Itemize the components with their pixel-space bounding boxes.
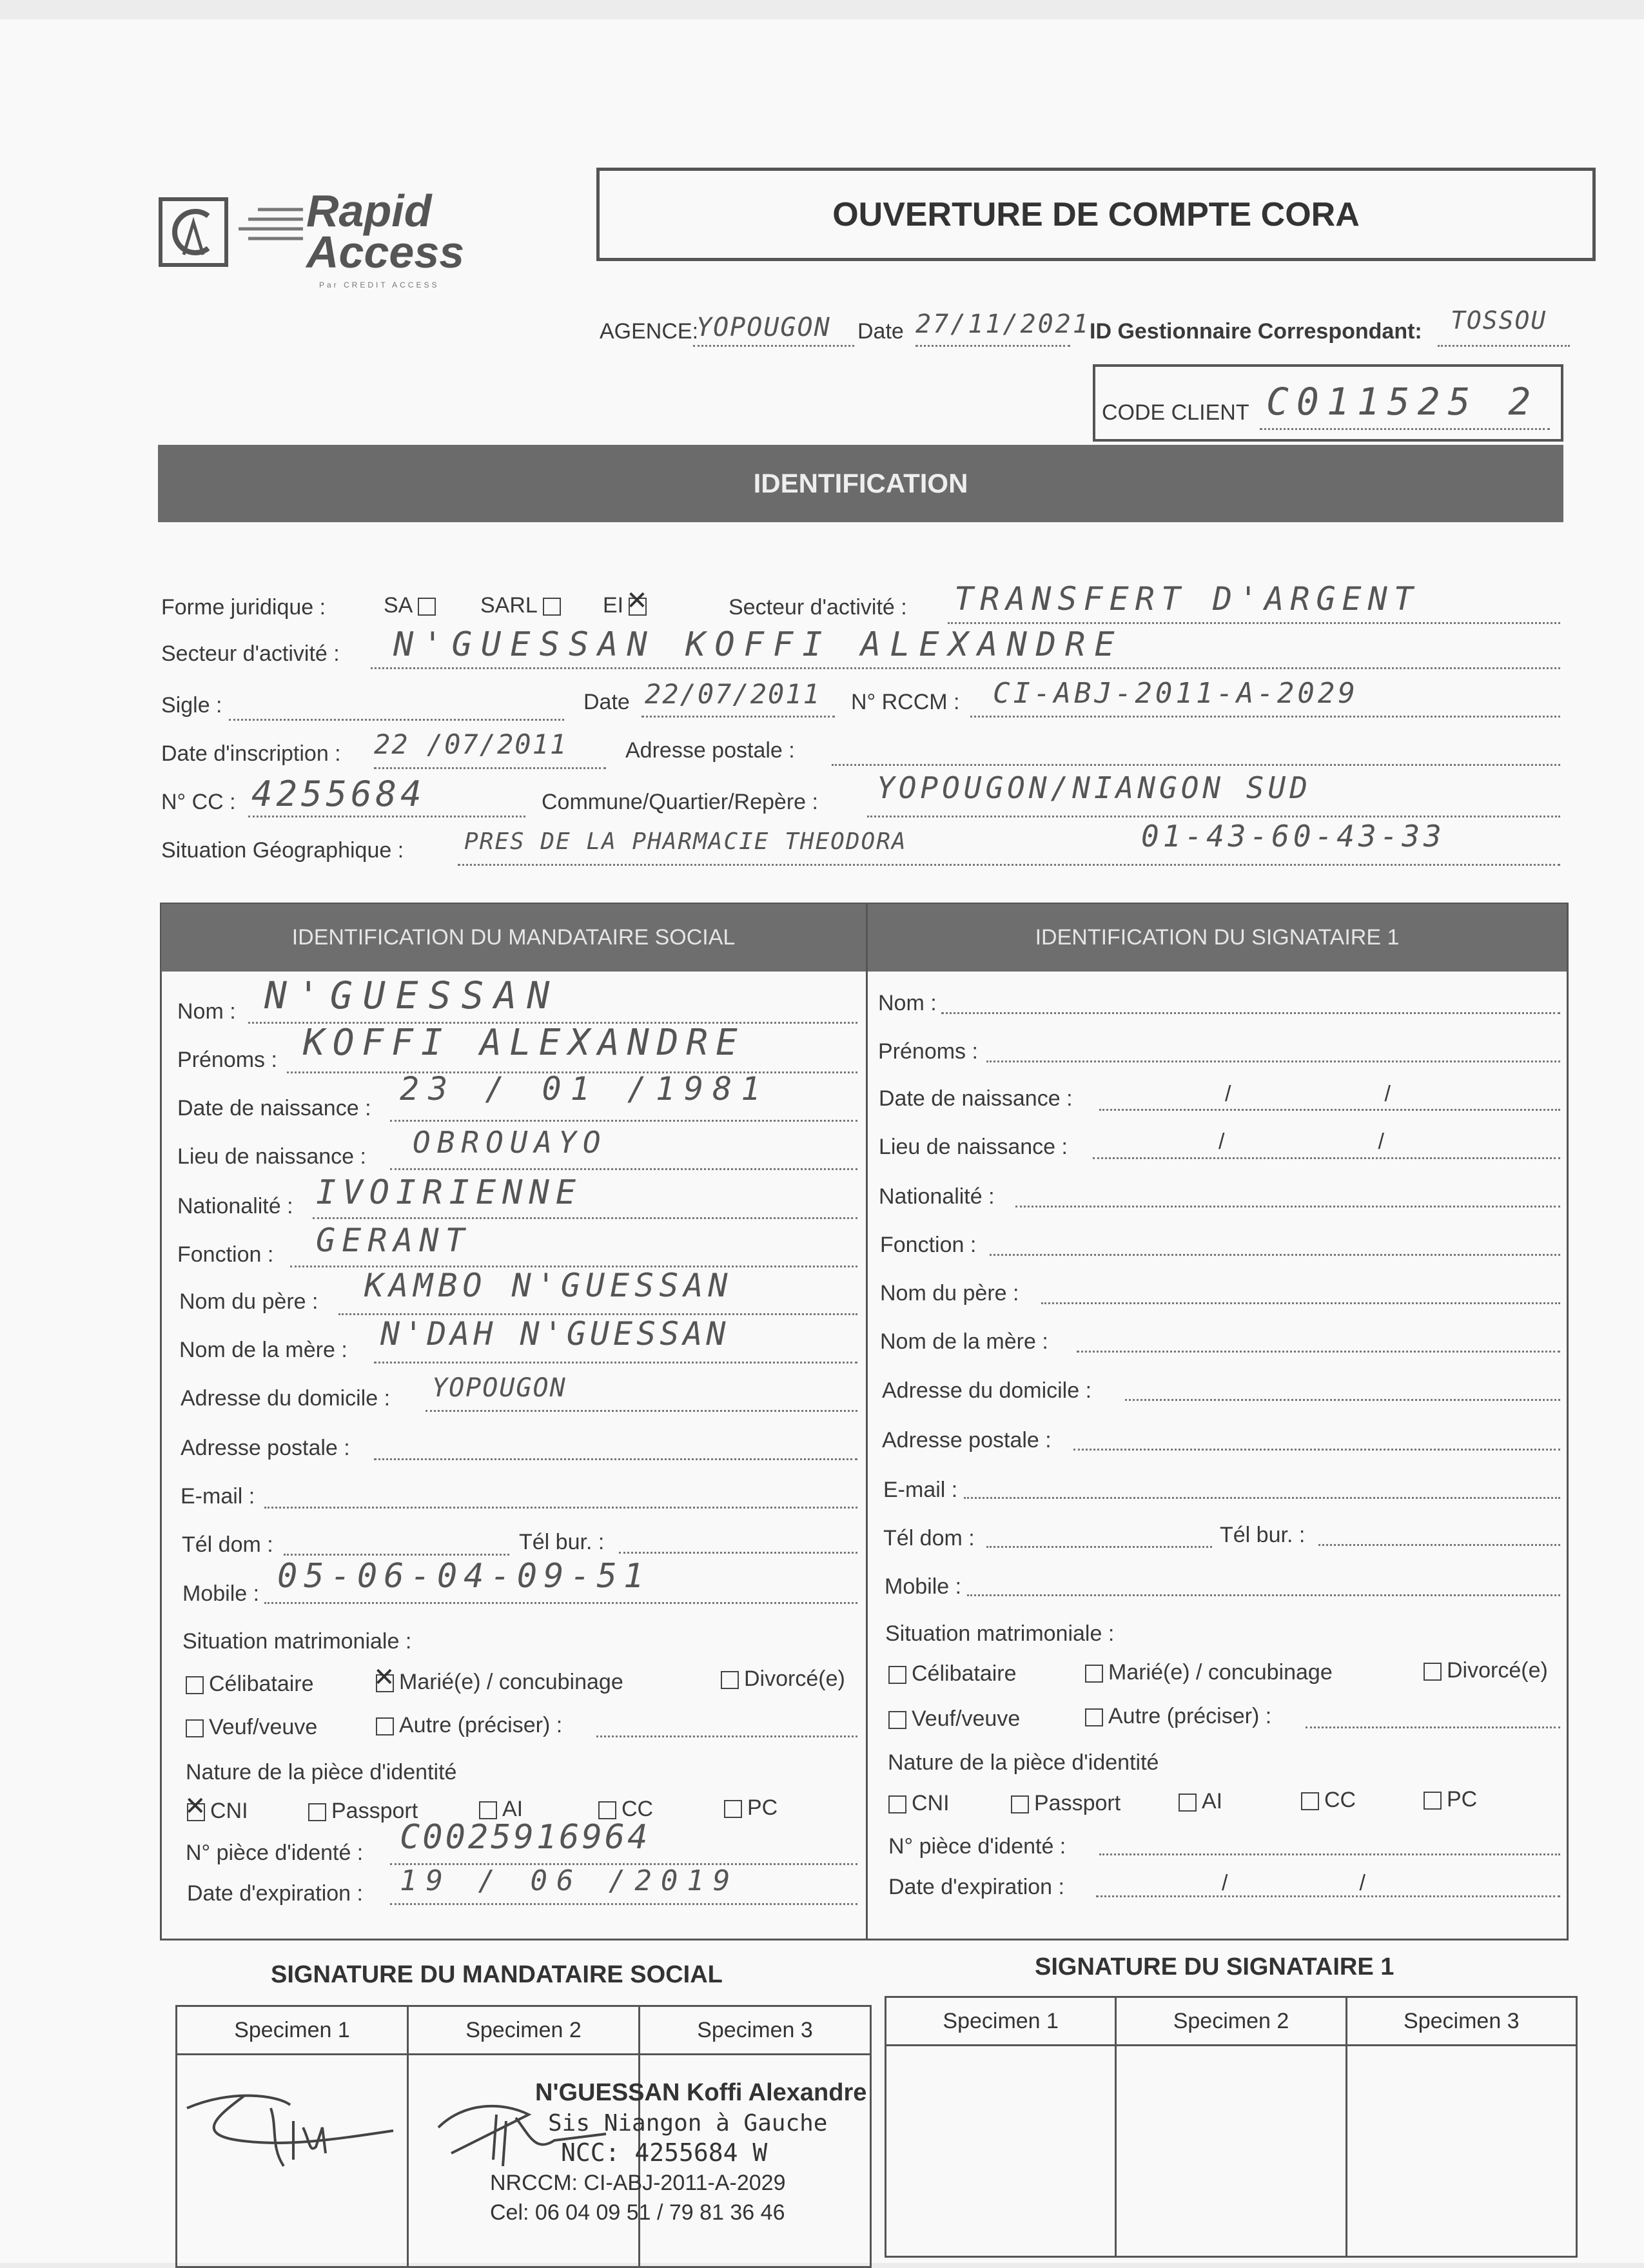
situation-phone: 01-43-60-43-33 (1141, 819, 1445, 854)
m-cni: ✕CNI (182, 1799, 248, 1824)
secteur1-value: TRANSFERT D'ARGENT (954, 580, 1420, 618)
stamp-line1: N'GUESSAN Koffi Alexandre (535, 2079, 867, 2106)
m-cc-checkbox[interactable] (598, 1801, 616, 1819)
ei-checkbox[interactable] (629, 598, 647, 616)
s-specimen1-header: Specimen 1 (886, 1997, 1116, 2046)
s-lieu-label: Lieu de naissance : (879, 1135, 1068, 1159)
s-celibataire-checkbox[interactable] (888, 1666, 906, 1684)
s-celibataire: Célibataire (883, 1661, 1017, 1686)
s-autre-checkbox[interactable] (1085, 1708, 1103, 1726)
s-nom-label: Nom : (878, 991, 937, 1015)
rccm-value: CI-ABJ-2011-A-2029 (993, 677, 1358, 710)
m-specimen2-header: Specimen 2 (408, 2006, 640, 2055)
s-divorce: Divorcé(e) (1418, 1658, 1548, 1683)
mandataire-heading: IDENTIFICATION DU MANDATAIRE SOCIAL (161, 904, 866, 972)
m-prenoms-label: Prénoms : (177, 1048, 277, 1072)
opt-sarl: SARL (480, 593, 566, 618)
s-veuf-checkbox[interactable] (888, 1711, 906, 1729)
s-veuf: Veuf/veuve (883, 1706, 1020, 1732)
m-pere-value: KAMBO N'GUESSAN (364, 1267, 733, 1304)
title-box (596, 168, 1596, 261)
m-mere-value: N'DAH N'GUESSAN (380, 1315, 730, 1353)
s-pc-checkbox[interactable] (1424, 1792, 1442, 1810)
m-lieu-value: OBROUAYO (413, 1125, 607, 1160)
m-nom-label: Nom : (177, 999, 236, 1024)
m-marie-checkbox[interactable] (376, 1674, 394, 1692)
commune-value: YOPOUGON/NIANGON SUD (877, 770, 1311, 805)
m-celibataire: Célibataire (181, 1672, 314, 1697)
gestionnaire-label: ID Gestionnaire Correspondant: (1090, 319, 1422, 344)
m-nationalite-label: Nationalité : (177, 1194, 293, 1218)
s-naissance-slashes: / / (1225, 1082, 1391, 1106)
m-naissance-label: Date de naissance : (177, 1096, 371, 1120)
mandataire-signature-title: SIGNATURE DU MANDATAIRE SOCIAL (271, 1961, 723, 1988)
date-value: 27/11/2021 (915, 309, 1090, 339)
m-expiration-value: 19 / 06 /2019 (400, 1864, 739, 1897)
s-specimen2-box[interactable] (1116, 2046, 1346, 2257)
inscription-label: Date d'inscription : (161, 741, 341, 766)
m-piece-no-value: C0025916964 (400, 1818, 651, 1857)
situation-value: PRES DE LA PHARMACIE THEODORA (464, 828, 907, 855)
signataire-specimen-table (885, 1996, 1578, 2258)
page-title: OUVERTURE DE COMPTE CORA (832, 195, 1360, 233)
m-ai: AI (474, 1797, 523, 1822)
s-expiration-slashes: / / (1222, 1871, 1365, 1895)
ident-date-value: 22/07/2011 (645, 678, 821, 710)
cc-value: 4255684 (251, 774, 426, 814)
identification-bar: IDENTIFICATION (158, 445, 1563, 522)
s-piece-label: Nature de la pièce d'identité (888, 1750, 1159, 1775)
m-nom-value: N'GUESSAN (264, 973, 560, 1017)
m-mobile-value: 05-06-04-09-51 (277, 1557, 651, 1596)
m-telbur-label: Tél bur. : (519, 1530, 605, 1554)
m-mobile-label: Mobile : (182, 1581, 260, 1606)
s-cni-checkbox[interactable] (888, 1795, 906, 1813)
m-situation-label: Situation matrimoniale : (182, 1629, 412, 1654)
column-divider (866, 904, 868, 1939)
s-lieu-slashes: / / (1218, 1129, 1384, 1154)
opt-sa: SA (384, 593, 441, 618)
signataire-signature-title: SIGNATURE DU SIGNATAIRE 1 (1035, 1953, 1394, 1980)
cc-label: N° CC : (161, 790, 236, 814)
s-situation-label: Situation matrimoniale : (885, 1621, 1115, 1646)
company-stamp (451, 2073, 877, 2240)
logo-icon (158, 197, 229, 268)
m-specimen3-header: Specimen 3 (640, 2006, 871, 2055)
m-specimen1-header: Specimen 1 (177, 2006, 408, 2055)
m-veuf: Veuf/veuve (181, 1715, 317, 1740)
rccm-label: N° RCCM : (851, 690, 960, 714)
m-fonction-value: GERANT (316, 1222, 471, 1259)
logo-tagline: Par CREDIT ACCESS (319, 280, 440, 289)
ident-date-label: Date (583, 690, 630, 714)
s-marie-checkbox[interactable] (1085, 1665, 1103, 1683)
m-cc: CC (593, 1797, 653, 1822)
m-cni-checkbox[interactable] (187, 1803, 205, 1821)
s-naissance-label: Date de naissance : (879, 1086, 1073, 1111)
commune-label: Commune/Quartier/Repère : (542, 790, 818, 814)
m-passport: Passport (303, 1799, 418, 1824)
m-pc: PC (719, 1795, 778, 1821)
code-client-box (1093, 364, 1563, 442)
m-naissance-value: 23 / 01 /1981 (400, 1070, 770, 1108)
secteur2-value: N'GUESSAN KOFFI ALEXANDRE (393, 625, 1124, 664)
m-celibataire-checkbox[interactable] (186, 1676, 204, 1694)
s-mobile-label: Mobile : (885, 1574, 962, 1599)
m-autre: Autre (préciser) : (371, 1713, 562, 1738)
s-specimen1-box[interactable] (886, 2046, 1116, 2257)
s-marie: Marié(e) / concubinage (1080, 1660, 1333, 1685)
secteur2-label: Secteur d'activité : (161, 641, 340, 666)
m-domicile-label: Adresse du domicile : (181, 1386, 391, 1411)
sigle-label: Sigle : (161, 693, 222, 718)
signataire-heading: IDENTIFICATION DU SIGNATAIRE 1 (868, 904, 1567, 972)
s-postale-label: Adresse postale : (882, 1428, 1052, 1452)
m-mere-label: Nom de la mère : (179, 1338, 347, 1362)
m-expiration-label: Date d'expiration : (187, 1881, 363, 1906)
code-client-value: C011525 2 (1266, 380, 1539, 424)
m-autre-checkbox[interactable] (376, 1717, 394, 1735)
s-teldom-label: Tél dom : (883, 1526, 975, 1550)
s-telbur-label: Tél bur. : (1220, 1523, 1306, 1547)
m-ai-checkbox[interactable] (479, 1801, 497, 1819)
m-marie: ✕ Marié(e) / concubinage (371, 1670, 623, 1695)
logo-brand: Rapid Access (306, 186, 465, 277)
m-teldom-label: Tél dom : (182, 1532, 273, 1557)
situation-label: Situation Géographique : (161, 838, 404, 863)
s-pc: PC (1418, 1787, 1477, 1812)
s-nationalite-label: Nationalité : (879, 1184, 995, 1209)
agence-value: YOPOUGON (696, 313, 831, 342)
m-pere-label: Nom du père : (179, 1289, 318, 1314)
s-autre: Autre (préciser) : (1080, 1704, 1271, 1729)
s-cni: CNI (883, 1791, 950, 1816)
m-divorce-checkbox[interactable] (721, 1671, 739, 1689)
stamp-line4: NRCCM: CI-ABJ-2011-A-2029 (490, 2171, 786, 2195)
sarl-checkbox[interactable] (543, 598, 561, 616)
s-cc: CC (1296, 1788, 1356, 1813)
s-prenoms-label: Prénoms : (878, 1039, 978, 1064)
m-email-label: E-mail : (181, 1484, 255, 1509)
stamp-line3: NCC: 4255684 W (561, 2138, 768, 2167)
m-fonction-label: Fonction : (177, 1242, 274, 1267)
s-fonction-label: Fonction : (880, 1233, 977, 1257)
adresse-postale-label: Adresse postale : (625, 738, 795, 763)
m-veuf-checkbox[interactable] (186, 1719, 204, 1737)
forme-label: Forme juridique : (161, 595, 326, 620)
gestionnaire-value: TOSSOU (1451, 306, 1547, 335)
s-email-label: E-mail : (883, 1478, 958, 1502)
form-page (0, 19, 1644, 2263)
logo (158, 184, 519, 313)
s-domicile-label: Adresse du domicile : (882, 1378, 1092, 1403)
s-expiration-label: Date d'expiration : (888, 1875, 1064, 1899)
s-mere-label: Nom de la mère : (880, 1329, 1048, 1354)
s-ai-checkbox[interactable] (1179, 1794, 1197, 1812)
agence-label: AGENCE: (600, 319, 699, 344)
s-cc-checkbox[interactable] (1301, 1792, 1319, 1810)
opt-ei: EI✕ (603, 593, 652, 618)
stamp-line2: Sis Niangon à Gauche (548, 2110, 828, 2136)
s-divorce-checkbox[interactable] (1424, 1663, 1442, 1681)
s-specimen2-header: Specimen 2 (1116, 1997, 1346, 2046)
date-label: Date (857, 319, 904, 344)
speed-lines-icon (239, 203, 303, 255)
s-passport-checkbox[interactable] (1011, 1795, 1029, 1813)
sa-checkbox[interactable] (418, 598, 436, 616)
s-pere-label: Nom du père : (880, 1281, 1019, 1305)
stamp-line5: Cel: 06 04 09 51 / 79 81 36 46 (490, 2200, 785, 2225)
signature-1-icon (181, 2082, 400, 2173)
code-client-label: CODE CLIENT (1102, 400, 1249, 425)
s-specimen3-box[interactable] (1346, 2046, 1576, 2257)
s-piece-no-label: N° pièce d'identé : (888, 1834, 1066, 1859)
m-lieu-label: Lieu de naissance : (177, 1144, 366, 1169)
m-nationalite-value: IVOIRIENNE (316, 1173, 583, 1212)
m-piece-no-label: N° pièce d'identé : (186, 1841, 364, 1865)
s-specimen3-header: Specimen 3 (1346, 1997, 1576, 2046)
s-ai: AI (1173, 1789, 1222, 1814)
m-postale-label: Adresse postale : (181, 1436, 350, 1460)
secteur1-label: Secteur d'activité : (729, 595, 907, 620)
m-divorce: Divorcé(e) (716, 1667, 845, 1692)
m-piece-label: Nature de la pièce d'identité (186, 1760, 457, 1784)
inscription-value: 22 /07/2011 (374, 728, 568, 760)
m-pc-checkbox[interactable] (724, 1800, 742, 1818)
s-passport: Passport (1006, 1791, 1120, 1816)
m-domicile-value: YOPOUGON (432, 1373, 567, 1403)
m-prenoms-value: KOFFI ALEXANDRE (303, 1022, 745, 1064)
m-passport-checkbox[interactable] (308, 1803, 326, 1821)
